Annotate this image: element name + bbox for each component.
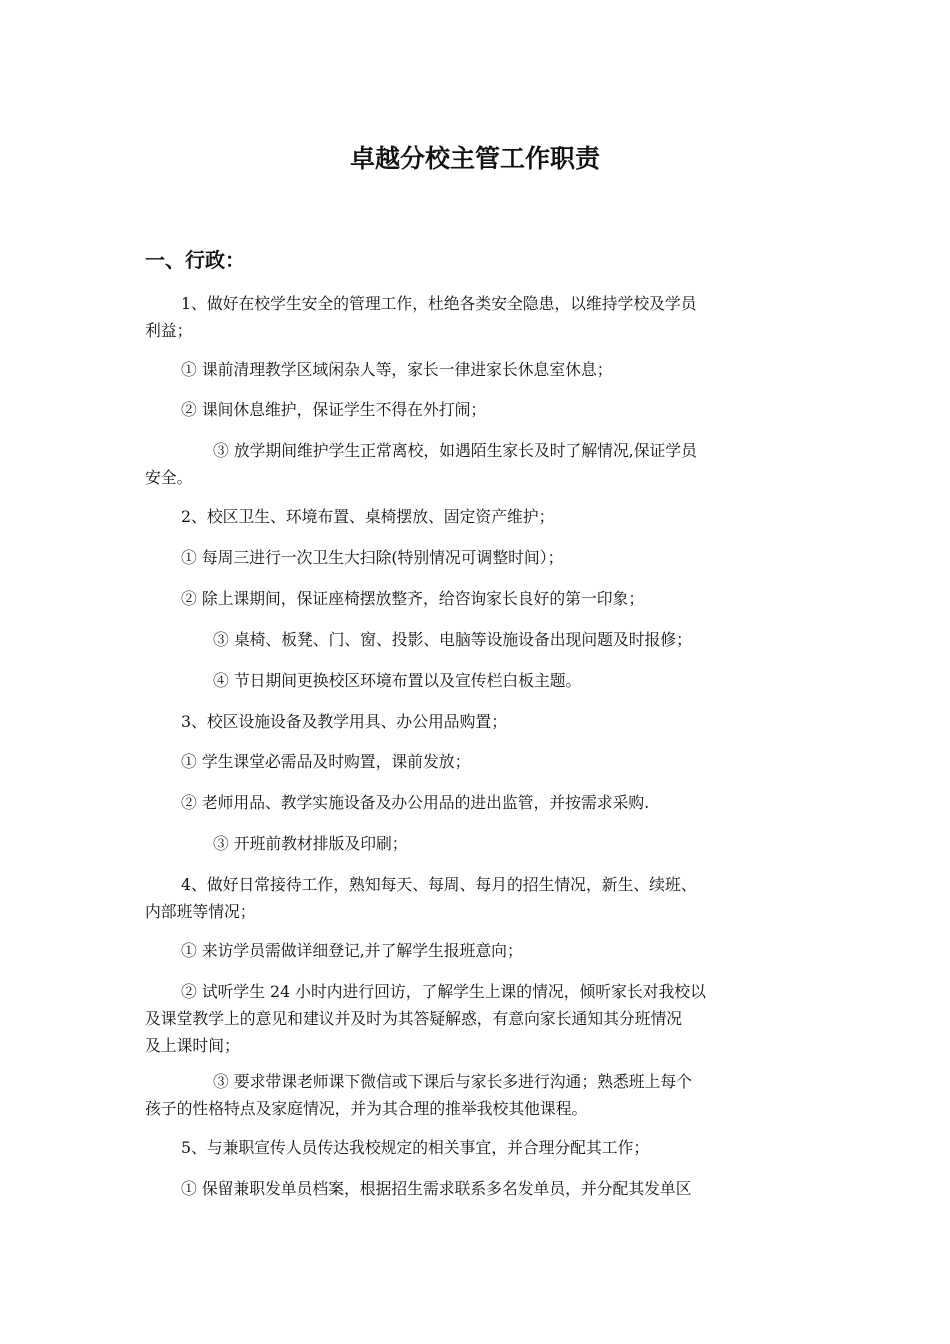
paragraph-line: ① 每周三进行一次卫生大扫除(特别情况可调整时间）；: [181, 548, 564, 567]
paragraph-line: 5、与兼职宣传人员传达我校规定的相关事宜，并合理分配其工作；: [181, 1138, 650, 1157]
paragraph-line: ③ 放学期间维护学生正常离校，如遇陌生家长及时了解情况,保证学员: [213, 441, 697, 460]
section-heading: 一、行政：: [145, 248, 245, 272]
paragraph: [145, 748, 813, 775]
paragraph: [145, 626, 813, 653]
paragraph-line: ③ 开班前教材排版及印刷；: [213, 834, 408, 853]
paragraph-line: ② 课间休息维护，保证学生不得在外打闹；: [181, 400, 487, 419]
paragraph: [145, 585, 813, 612]
paragraph: [145, 503, 813, 530]
paragraph-line: ③ 桌椅、板凳、门、窗、投影、电脑等设施设备出现问题及时报修；: [213, 630, 692, 649]
paragraph-line: ③ 要求带课老师课下微信或下课后与家长多进行沟通；熟悉班上每个: [213, 1072, 692, 1091]
paragraph: [145, 544, 813, 571]
paragraph: [145, 937, 813, 964]
paragraph-line: ② 老师用品、教学实施设备及办公用品的进出监管，并按需求采购.: [181, 793, 650, 812]
paragraph-line: 3、校区设施设备及教学用具、办公用品购置；: [181, 712, 507, 731]
paragraph-line: ① 课前清理教学区域闲杂人等，家长一律进家长休息室休息；: [181, 360, 613, 379]
paragraph: [145, 356, 813, 383]
paragraph: [145, 1068, 813, 1122]
paragraph: [145, 290, 813, 344]
paragraph: [145, 396, 813, 423]
paragraph-line: ② 试听学生 24 小时内进行回访，了解学生上课的情况，倾听家长对我校以: [181, 982, 706, 1001]
paragraph: [145, 1134, 813, 1161]
paragraph-line: 安全。: [145, 468, 193, 487]
paragraph-line: 及课堂教学上的意见和建议并及时为其答疑解惑，有意向家长通知其分班情况: [145, 1009, 683, 1028]
paragraph-line: 及上课时间；: [145, 1036, 240, 1055]
paragraph: [145, 667, 813, 694]
paragraph: [145, 789, 813, 816]
paragraph: [145, 830, 813, 857]
paragraph: [145, 708, 813, 735]
paragraph: [145, 978, 813, 1059]
paragraph: [145, 871, 813, 925]
paragraph-line: 4、做好日常接待工作，熟知每天、每周、每月的招生情况，新生、续班、: [181, 875, 697, 894]
paragraph-line: 利益；: [145, 321, 193, 340]
paragraph: [145, 1175, 813, 1202]
paragraph-line: ④ 节日期间更换校区环境布置以及宣传栏白板主题。: [213, 671, 582, 690]
paragraph: [145, 437, 813, 491]
paragraph-line: ② 除上课期间，保证座椅摆放整齐，给咨询家长良好的第一印象；: [181, 589, 645, 608]
paragraph-line: 孩子的性格特点及家庭情况，并为其合理的推举我校其他课程。: [145, 1099, 588, 1118]
document-title: 卓越分校主管工作职责: [349, 144, 600, 173]
paragraph-line: 1、做好在校学生安全的管理工作，杜绝各类安全隐患，以维持学校及学员: [181, 294, 697, 313]
paragraph-line: 2、校区卫生、环境布置、桌椅摆放、固定资产维护；: [181, 507, 555, 526]
paragraph-line: ① 来访学员需做详细登记,并了解学生报班意向；: [181, 941, 523, 960]
paragraph-line: ① 保留兼职发单员档案，根据招生需求联系多名发单员，并分配其发单区: [181, 1179, 692, 1198]
paragraph-line: 内部班等情况；: [145, 902, 256, 921]
paragraph-line: ① 学生课堂必需品及时购置，课前发放；: [181, 752, 471, 771]
